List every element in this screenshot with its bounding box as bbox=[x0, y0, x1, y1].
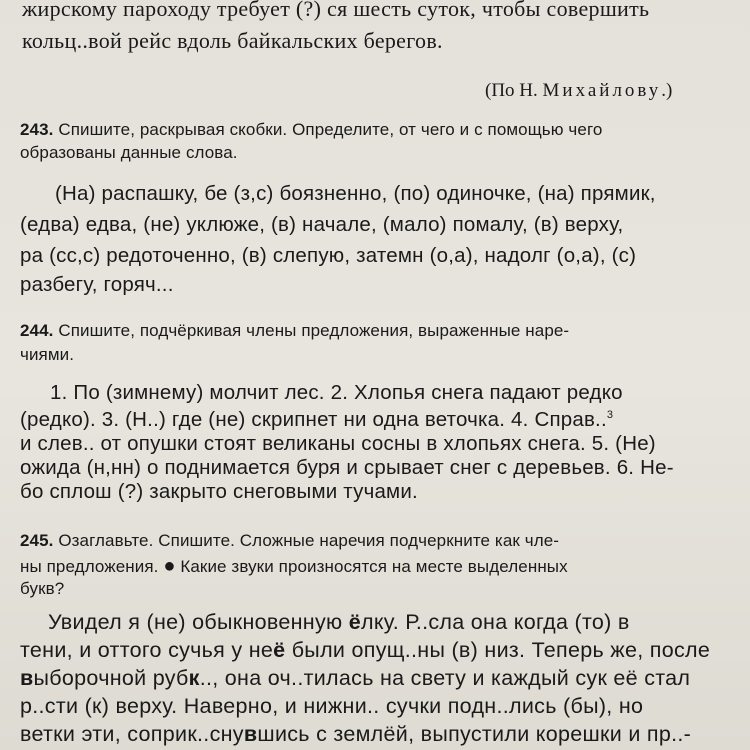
task-text: Озаглавьте. Спишите. Сложные наречия подчеркните как чле- bbox=[58, 531, 560, 550]
text-line: и слев.. от опушки стоят великаны сосны в хлопьях снега. 5. (Не) bbox=[20, 432, 656, 455]
text-segment: Увидел я (не) обыкновенную bbox=[48, 610, 349, 634]
text-line: (На) распашку, бе (з,с) боязненно, (по) одиночке, (на) прямик, bbox=[55, 182, 656, 205]
highlighted-letter: к bbox=[188, 666, 200, 690]
task-text-segment: Какие звуки произносятся на месте выделенных bbox=[180, 557, 568, 576]
text-line bbox=[20, 722, 691, 747]
text-segment: ыборочной руб bbox=[33, 666, 189, 690]
attribution-suffix: .) bbox=[661, 80, 673, 101]
text-line: жирскому пароходу требует (?) ся шесть суток, чтобы совершить bbox=[22, 0, 650, 21]
text-line: ожида (н,нн) о поднимается буря и срывает снег с деревьев. 6. Не- bbox=[20, 456, 674, 479]
highlighted-letter: ё bbox=[348, 610, 361, 634]
text-line: ра (сс,с) редоточенно, (в) слепую, затемн (о,а), надолг (о,а), (с) bbox=[20, 244, 637, 267]
text-line bbox=[20, 638, 710, 663]
text-segment: лку. Р..сла она когда (то) в bbox=[361, 610, 630, 634]
task-text: чиями. bbox=[20, 345, 75, 364]
task-text-segment: ны предложения. bbox=[20, 557, 159, 576]
attribution bbox=[485, 80, 672, 102]
text-line: 1. По (зимнему) молчит лес. 2. Хлопья снега падают редко bbox=[50, 381, 623, 404]
text-line: (едва) едва, (не) уклюже, (в) начале, (мало) помалу, (в) верху, bbox=[20, 213, 624, 236]
task-text: Спишите, подчёркивая члены предложения, выраженные наре- bbox=[58, 321, 570, 340]
text-segment: ветки эти, соприк..сну bbox=[20, 722, 244, 746]
text-line: разбегу, горяч... bbox=[20, 273, 174, 296]
text-line bbox=[20, 408, 613, 432]
attribution-name: Михайлову bbox=[542, 80, 662, 101]
exercise-number: 243. bbox=[20, 120, 54, 139]
highlighted-letter: в bbox=[20, 666, 34, 690]
task-text bbox=[20, 555, 568, 578]
highlighted-letter: ё bbox=[273, 638, 286, 662]
task-text: букв? bbox=[20, 579, 65, 598]
task-text: образованы данные слова. bbox=[20, 143, 238, 162]
text-segment: .., она оч..тилась на свету и каждый сук её стал bbox=[199, 666, 691, 690]
text-segment: были опущ..ны (в) низ. Теперь же, после bbox=[285, 638, 711, 662]
exercise-245-task bbox=[20, 531, 559, 551]
bullet-icon: ● bbox=[163, 555, 176, 577]
exercise-number: 245. bbox=[20, 531, 54, 550]
superscript: 3 bbox=[606, 409, 614, 422]
task-text: Спишите, раскрывая скобки. Определите, от чего и с помощью чего bbox=[58, 120, 603, 139]
exercise-number: 244. bbox=[20, 321, 54, 340]
text-line: бо сплош (?) закрыто снеговыми тучами. bbox=[20, 480, 418, 503]
text-segment: тени, и оттого сучья у не bbox=[20, 638, 274, 662]
text-segment: шись с землёй, выпустили корешки и пр..- bbox=[257, 722, 692, 746]
highlighted-letter: в bbox=[243, 722, 258, 746]
attribution-prefix: (По Н. bbox=[485, 80, 543, 101]
text-line bbox=[48, 610, 630, 635]
text-line bbox=[20, 666, 690, 691]
exercise-244-task bbox=[20, 321, 569, 341]
exercise-243-task bbox=[20, 120, 602, 140]
text-line: кольц..вой рейс вдоль байкальских берегов. bbox=[22, 28, 443, 53]
text-line: р..сти (к) верху. Наверно, и нижни.. сучки подн..лись (бы), но bbox=[20, 694, 644, 718]
text-segment: (редко). 3. (Н..) где (не) скрипнет ни одна веточка. 4. Справ.. bbox=[20, 408, 607, 431]
